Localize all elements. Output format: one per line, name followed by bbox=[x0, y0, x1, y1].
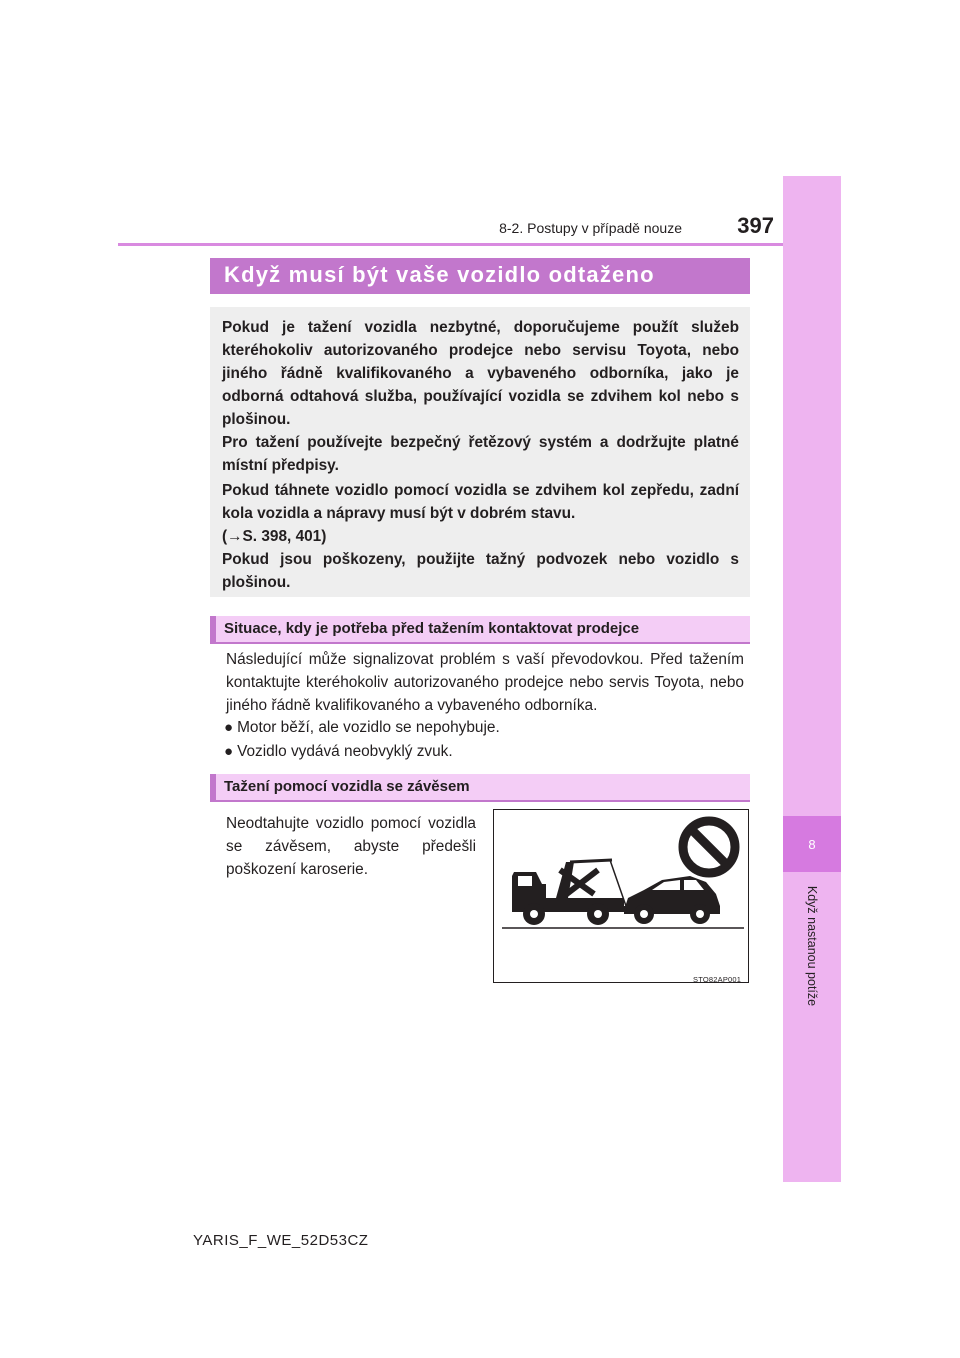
chapter-number: 8 bbox=[808, 836, 816, 852]
info-paragraph-1: Pokud je tažení vozidla nezbytné, doporučujeme použít služeb kteréhokoliv autorizovaného prodejce nebo servisu Toyota, nebo jiného řádně kvalifikovaného a vybaveného odborníka, jako je odborná odtahová služba, používající vozidla se zdvihem kol nebo s plošinou. bbox=[222, 319, 739, 428]
page-title: Když musí být vaše vozidlo odtaženo bbox=[224, 262, 655, 287]
figure-id: STO82AP001 bbox=[693, 975, 742, 984]
subheading-marker bbox=[210, 616, 216, 644]
list-item-text: Motor běží, ale vozidlo se nepohybuje. bbox=[237, 719, 500, 736]
bullet-icon: ● bbox=[224, 719, 234, 736]
list-item-text: Vozidlo vydává neobvyklý zvuk. bbox=[237, 743, 453, 760]
page-number: 397 bbox=[737, 213, 774, 238]
document-code: YARIS_F_WE_52D53CZ bbox=[193, 1232, 369, 1249]
list-item bbox=[224, 716, 500, 739]
info-paragraph-2: Pro tažení používejte bezpečný řetězový systém a dodržujte platné místní předpisy. bbox=[222, 434, 739, 474]
section-heading: Tažení pomocí vozidla se závěsem bbox=[224, 778, 470, 795]
section-body: Neodtahujte vozidlo pomocí vozidla se závěsem, abyste předešli poškození karoserie. bbox=[226, 815, 476, 878]
info-reference: (→S. 398, 401) bbox=[222, 528, 327, 545]
list-item bbox=[224, 740, 453, 763]
info-paragraph-3: Pokud táhnete vozidlo pomocí vozidla se zdvihem kol zepředu, zadní kola vozidla a nápravy musí být v dobrém stavu. bbox=[222, 482, 739, 522]
tow-truck-drawing bbox=[494, 810, 748, 982]
tow-truck-illustration bbox=[493, 809, 749, 983]
subheading-marker bbox=[210, 774, 216, 802]
section-body: Následující může signalizovat problém s vaší převodovkou. Před tažením kontaktujte kteréhokoliv autorizovaného prodejce nebo servis Toyota, nebo jiného řádně kvalifikovaného a vybaveného odborníka. bbox=[226, 651, 744, 714]
section-heading: Situace, kdy je potřeba před tažením kontaktovat prodejce bbox=[224, 620, 640, 637]
tow-truck-icon bbox=[512, 860, 628, 925]
side-tab bbox=[783, 176, 841, 1182]
header-divider bbox=[118, 243, 783, 246]
prohibition-icon bbox=[683, 821, 735, 873]
info-paragraph-4: Pokud jsou poškozeny, použijte tažný podvozek nebo vozidlo s plošinou. bbox=[222, 551, 739, 591]
car-icon bbox=[624, 876, 720, 924]
section-header: 8-2. Postupy v případě nouze bbox=[499, 220, 682, 236]
chapter-number-tab bbox=[783, 816, 841, 872]
bullet-icon: ● bbox=[224, 743, 234, 760]
info-box bbox=[210, 307, 750, 597]
chapter-title-vertical: Když nastanou potíže bbox=[805, 885, 819, 1007]
